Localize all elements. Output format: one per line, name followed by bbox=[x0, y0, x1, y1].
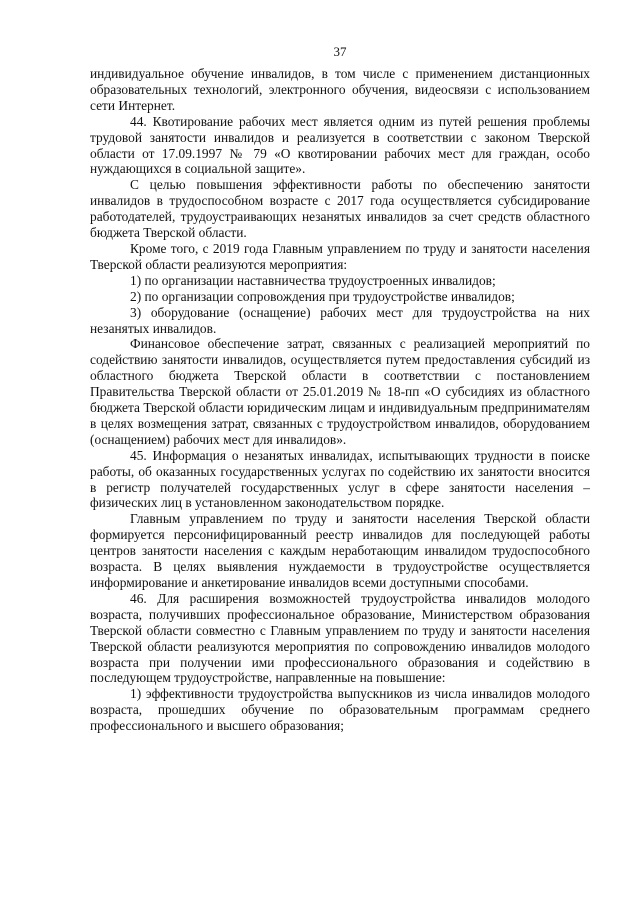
paragraph-item-46: 46. Для расширения возможностей трудоустройства инвалидов молодого возраста, получивших профессиональное образование, Министерством образования Тверской области совместно с Главным управлением по труду и занятости населения Тверской области реализуются мероприятия по сопровождению инвалидов молодого возраста при получении ими профессионального образования и содействию в последующем трудоустройстве, направленные на повышение: bbox=[90, 590, 590, 686]
list-item-efficiency: 1) эффективности трудоустройства выпускников из числа инвалидов молодого возраста, прошедших обучение по образовательным программам среднего профессионального и высшего образования; bbox=[90, 686, 590, 734]
paragraph-item-45: 45. Информация о незанятых инвалидах, испытывающих трудности в поиске работы, об оказанных государственных услугах по содействию их занятости вносится в регистр получателей государственных услуг в сфере занятости населения – физических лиц в установленном законодательством порядке. bbox=[90, 447, 590, 511]
list-item-support: 2) по организации сопровождения при трудоустройстве инвалидов; bbox=[130, 288, 515, 304]
paragraph-item-44: 44. Квотирование рабочих мест является одним из путей решения проблемы трудовой занятости инвалидов и реализуется в соответствии с законом Тверской области от 17.09.1997 № 79 «О квотировании рабочих мест для граждан, особо нуждающихся в социальной защите». bbox=[90, 113, 590, 177]
paragraph-continuation: индивидуальное обучение инвалидов, в том числе с применением дистанционных образовательных технологий, электронного обучения, видеосвязи с использованием сети Интернет. bbox=[90, 66, 590, 113]
paragraph-registry: Главным управлением по труду и занятости населения Тверской области формируется персонифицированный реестр инвалидов для последующей работы центров занятости населения с каждым неработающим инвалидом трудоспособного возраста. В целях выявления нуждаемости в трудоустройстве осуществляется информирование и анкетирование инвалидов всеми доступными способами. bbox=[90, 511, 590, 590]
document-page bbox=[90, 0, 590, 905]
paragraph-subsidies-2017: С целью повышения эффективности работы по обеспечению занятости инвалидов в трудоспособном возрасте с 2017 года осуществляется субсидирование работодателей, трудоустраивающих незанятых инвалидов за счет средств областного бюджета Тверской области. bbox=[90, 177, 590, 241]
list-item-mentoring: 1) по организации наставничества трудоустроенных инвалидов; bbox=[130, 272, 496, 288]
paragraph-financing: Финансовое обеспечение затрат, связанных с реализацией мероприятий по содействию занятости инвалидов, осуществляется путем предоставления субсидий из областного бюджета Тверской области в соответствии с постановлением Правительства Тверской области от 25.01.2019 № 18-пп «О субсидиях из областного бюджета Тверской области юридическим лицам и индивидуальным предпринимателям в целях возмещения затрат, связанных с трудоустройством инвалидов, оборудованием (оснащением) рабочих мест для инвалидов». bbox=[90, 336, 590, 447]
document-body bbox=[90, 66, 590, 734]
list-item-equipment: 3) оборудование (оснащение) рабочих мест для трудоустройства на них незанятых инвалидов. bbox=[90, 304, 590, 336]
page-number: 37 bbox=[333, 44, 347, 59]
paragraph-measures-2019: Кроме того, с 2019 года Главным управлением по труду и занятости населения Тверской области реализуются мероприятия: bbox=[90, 240, 590, 272]
